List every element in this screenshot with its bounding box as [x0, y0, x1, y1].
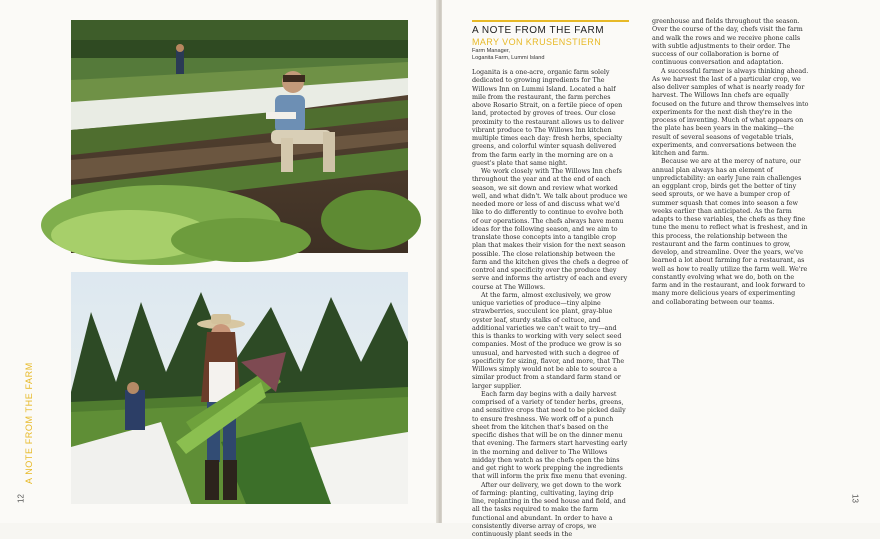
- farmer-kneeling-photo: [71, 20, 408, 253]
- farm-manager-photo: [71, 272, 408, 504]
- paragraph: greenhouse and fields throughout the season. Over the course of the day, chefs visit the farm and walk the rows and we receive phone calls with subtle adjustments to their order. The success of our collaboration is borne of continuous conversation and adaptation.: [652, 18, 809, 68]
- running-head: A NOTE FROM THE FARM: [24, 362, 34, 484]
- author-role-farm: Loganita Farm, Lummi Island: [472, 55, 632, 62]
- left-page: [0, 0, 438, 523]
- paragraph: Because we are at the mercy of nature, our annual plan always has an element of unpredictability: an early June rain challenges an eggplant crop, birds get the better of tiny seed sprouts, or we have a bumper crop of summer squash that comes into season a few weeks earlier than anticipated. As the farm adapts to these variables, the chefs as they fine tune the menu to reflect what is freshest, and in this process, the relationship between the restaurant and the farm continues to grow, develop, and streamline. Over the years, we've learned a lot about farming for a restaurant, as well as how to really utilize the farm well. We're constantly evolving what we do, both on the farm and in the restaurant, and look forward to many more delicious years of experimenting and collaborating between our teams.: [652, 158, 809, 307]
- text-column-1: [472, 69, 629, 509]
- title-rule: [472, 20, 629, 22]
- paragraph: At the farm, almost exclusively, we grow unique varieties of produce—tiny alpine strawberries, succulent ice plant, gray-blue oyster leaf, sturdy stalks of celtuce, and additional varieties we can't wait to try—and this is thanks to working with very select seed companies. Most of the produce we grow is so unusual, and harvested with such a degree of specificity for sizing, flavor, and more, that The Willows simply would not be able to source a similar product from a standard farm stand or larger supplier.: [472, 292, 629, 391]
- article-title: A NOTE FROM THE FARM: [472, 25, 632, 36]
- paragraph: Each farm day begins with a daily harvest comprised of a variety of tender herbs, greens, and sensitive crops that need to be picked daily to ensure freshness. We work off of a punch sheet from the kitchen that's based on the specific dishes that will be on the dinner menu that evening. The farmers start harvesting early in the morning and deliver to The Willows midday then watch as the chefs open the bins and get right to work prepping the ingredients that will inform the prix fixe menu that evening.: [472, 391, 629, 482]
- page-number-left: 12: [17, 492, 26, 506]
- text-column-2: [652, 18, 809, 292]
- author-role: [472, 48, 632, 63]
- paragraph: Loganita is a one-acre, organic farm solely dedicated to growing ingredients for The Willows Inn on Lummi Island. Located a half mile from the restaurant, the farm perches above Rosario Strait, on a fertile piece of open land, protected by groves of trees. Our close proximity to the restaurant allows us to deliver vibrant produce to The Willows Inn kitchen multiple times each day: fresh herbs, specialty greens, and colorful winter squash delivered from the farm early in the morning are on a guest's plate that same night.: [472, 69, 629, 168]
- paragraph: A successful farmer is always thinking ahead. As we harvest the last of a particular crop, we also deliver samples of what is nearly ready for harvest. The Willows Inn chefs are equally focused on the future and throw themselves into experiments for the next dish they're in the process of inventing. Much of what appears on the plate has been years in the making—the result of several seasons of vegetable trials, experiments, and conversations between the kitchen and farm.: [652, 68, 809, 159]
- paragraph: We work closely with The Willows Inn chefs throughout the year and at the end of each season, we sit down and review what worked well, and what didn't. We talk about produce we needed more or less of and discuss what we'd like to do differently to continue to evolve both of our operations. The chefs always have menu ideas for the following season, and we aim to translate those concepts into a tangible crop plan that makes their vision for the next season possible. The close relationship between the farm and the kitchen gives the chefs a degree of control and specificity over the produce they serve and informs the artistry of each and every course at The Willows.: [472, 168, 629, 292]
- paragraph: After our delivery, we get down to the work of farming: planting, cultivating, laying drip line, replanting in the seed house and field, and all the tasks required to make the farm functional and abundant. In order to have a consistently diverse array of crops, we continuously plant seeds in the: [472, 482, 629, 539]
- article-author: MARY VON KRUSENSTIERN: [472, 37, 632, 47]
- author-role-title: Farm Manager,: [472, 48, 632, 55]
- page-number-right: 13: [851, 492, 860, 506]
